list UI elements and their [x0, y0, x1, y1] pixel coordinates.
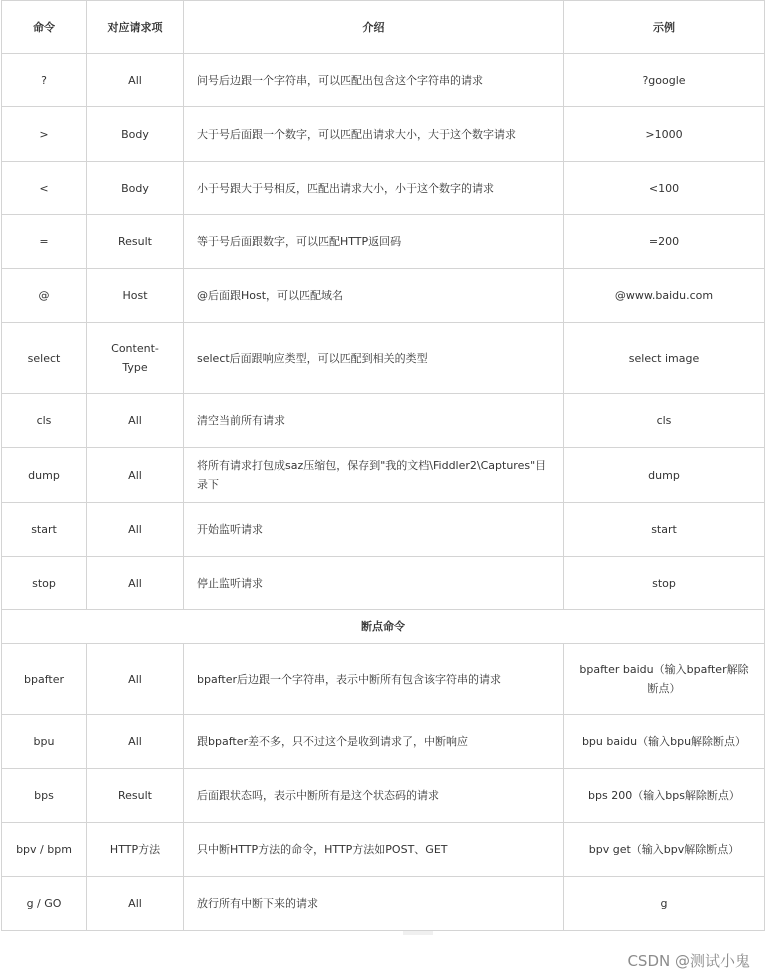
cell-example: stop [564, 557, 765, 610]
cell-description: 清空当前所有请求 [184, 394, 564, 448]
cell-example: ?google [564, 54, 765, 107]
table-row [2, 769, 765, 823]
cell-example: start [564, 503, 765, 557]
cell-command: g / GO [2, 877, 87, 931]
cell-example: @www.baidu.com [564, 269, 765, 323]
table-row [2, 503, 765, 557]
cell-command: cls [2, 394, 87, 448]
cell-example: bpafter baidu（输入bpafter解除断点） [564, 644, 765, 715]
header-command: 命令 [2, 1, 87, 54]
cell-description: 问号后边跟一个字符串，可以匹配出包含这个字符串的请求 [184, 54, 564, 107]
table-row [2, 715, 765, 769]
cell-description: 停止监听请求 [184, 557, 564, 610]
cell-example: select image [564, 323, 765, 394]
cell-command: bpu [2, 715, 87, 769]
cell-request-item: HTTP方法 [87, 823, 184, 877]
cell-example: cls [564, 394, 765, 448]
cell-command: dump [2, 448, 87, 503]
cell-command: select [2, 323, 87, 394]
cell-command: < [2, 162, 87, 215]
commands-table [1, 0, 765, 931]
cell-command: = [2, 215, 87, 269]
cell-request-item: Result [87, 215, 184, 269]
section-title: 断点命令 [2, 610, 765, 644]
table-row [2, 215, 765, 269]
table-row [2, 162, 765, 215]
cell-description: 只中断HTTP方法的命令，HTTP方法如POST、GET [184, 823, 564, 877]
cell-description: bpafter后边跟一个字符串，表示中断所有包含该字符串的请求 [184, 644, 564, 715]
section-row [2, 610, 765, 644]
cell-request-item: All [87, 503, 184, 557]
cell-request-item: All [87, 644, 184, 715]
cell-description: 将所有请求打包成saz压缩包，保存到"我的文档\Fiddler2\Captures"目录下 [184, 448, 564, 503]
cell-example: bpu baidu（输入bpu解除断点） [564, 715, 765, 769]
cell-description: 小于号跟大于号相反，匹配出请求大小，小于这个数字的请求 [184, 162, 564, 215]
faint-divider [403, 931, 433, 935]
cell-request-item: All [87, 394, 184, 448]
table-header-row [2, 1, 765, 54]
cell-command: > [2, 107, 87, 162]
table-row [2, 823, 765, 877]
cell-request-item: Result [87, 769, 184, 823]
cell-command: stop [2, 557, 87, 610]
cell-description: 大于号后面跟一个数字，可以匹配出请求大小，大于这个数字请求 [184, 107, 564, 162]
cell-request-item: All [87, 448, 184, 503]
cell-request-item: Content-Type [87, 323, 184, 394]
cell-description: 跟bpafter差不多，只不过这个是收到请求了，中断响应 [184, 715, 564, 769]
table-row [2, 877, 765, 931]
table-row [2, 107, 765, 162]
cell-command: start [2, 503, 87, 557]
cell-command: bpv / bpm [2, 823, 87, 877]
cell-command: @ [2, 269, 87, 323]
cell-request-item: All [87, 54, 184, 107]
cell-request-item: Host [87, 269, 184, 323]
cell-example: dump [564, 448, 765, 503]
table-row [2, 269, 765, 323]
table-row [2, 557, 765, 610]
cell-request-item: All [87, 877, 184, 931]
watermark: CSDN @测试小鬼 [627, 952, 750, 970]
table-row [2, 323, 765, 394]
cell-request-item: All [87, 715, 184, 769]
header-description: 介绍 [184, 1, 564, 54]
cell-description: 后面跟状态吗，表示中断所有是这个状态码的请求 [184, 769, 564, 823]
cell-command: bpafter [2, 644, 87, 715]
cell-example: g [564, 877, 765, 931]
cell-example: <100 [564, 162, 765, 215]
cell-example: bpv get（输入bpv解除断点） [564, 823, 765, 877]
table-row [2, 394, 765, 448]
header-example: 示例 [564, 1, 765, 54]
cell-description: @后面跟Host，可以匹配域名 [184, 269, 564, 323]
table-row [2, 54, 765, 107]
cell-command: ? [2, 54, 87, 107]
cell-request-item: Body [87, 107, 184, 162]
cell-example: >1000 [564, 107, 765, 162]
table-row [2, 644, 765, 715]
cell-description: 等于号后面跟数字，可以匹配HTTP返回码 [184, 215, 564, 269]
table-row [2, 448, 765, 503]
cell-request-item: Body [87, 162, 184, 215]
cell-request-item: All [87, 557, 184, 610]
cell-description: 放行所有中断下来的请求 [184, 877, 564, 931]
cell-description: select后面跟响应类型，可以匹配到相关的类型 [184, 323, 564, 394]
header-request-item: 对应请求项 [87, 1, 184, 54]
cell-example: =200 [564, 215, 765, 269]
cell-example: bps 200（输入bps解除断点） [564, 769, 765, 823]
cell-command: bps [2, 769, 87, 823]
cell-description: 开始监听请求 [184, 503, 564, 557]
